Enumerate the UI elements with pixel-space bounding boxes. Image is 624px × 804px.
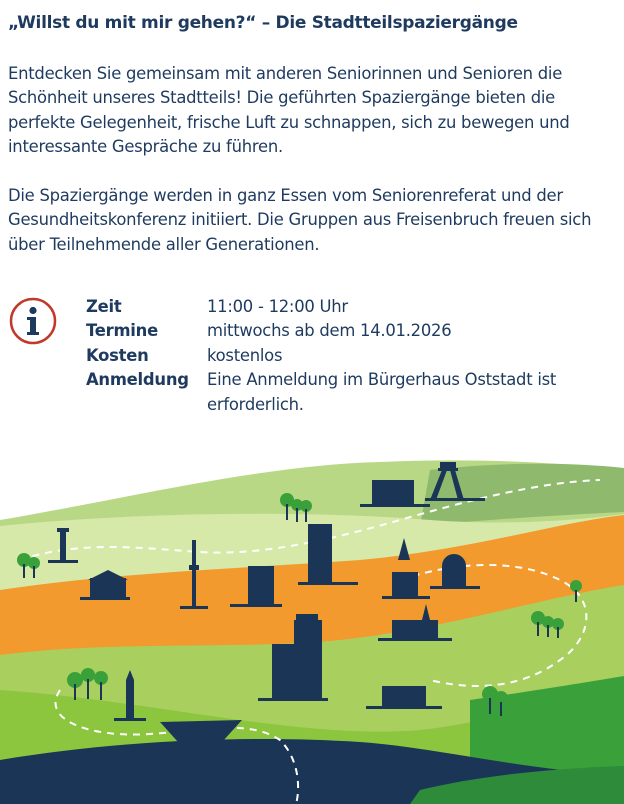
city-landscape-illustration <box>0 440 624 804</box>
costs-value: kostenlos <box>207 345 283 365</box>
page-title: „Willst du mit mir gehen?“ – Die Stadtteilspaziergänge <box>8 13 518 33</box>
dates-value: mittwochs ab dem 14.01.2026 <box>207 321 452 341</box>
time-value: 11:00 - 12:00 Uhr <box>207 297 348 316</box>
registration-label: Anmeldung <box>86 370 189 390</box>
dates-label: Termine <box>86 321 158 341</box>
time-label: Zeit <box>86 297 122 316</box>
registration-value: Eine Anmeldung im Bürgerhaus Oststadt ist erforderlich. <box>207 370 557 414</box>
info-icon <box>9 297 57 345</box>
info-row-dates <box>86 319 606 343</box>
intro-paragraph: Entdecken Sie gemeinsam mit anderen Seniorinnen und Senioren die Schönheit unseres Stadtteils! Die geführten Spaziergänge bieten die perfekte Gelegenheit, frische Luft zu schnappen, sich zu bewegen und interessante Gespräche zu führen. <box>8 64 570 157</box>
info-row-time <box>86 295 606 319</box>
info-row-costs <box>86 344 606 368</box>
initiative-paragraph: Die Spaziergänge werden in ganz Essen vom Seniorenreferat und der Gesundheitskonferenz initiiert. Die Gruppen aus Freisenbruch freuen sich über Teilnehmende aller Generationen. <box>8 186 592 254</box>
costs-label: Kosten <box>86 345 149 365</box>
event-info-table <box>86 295 606 417</box>
info-row-registration <box>86 368 606 417</box>
